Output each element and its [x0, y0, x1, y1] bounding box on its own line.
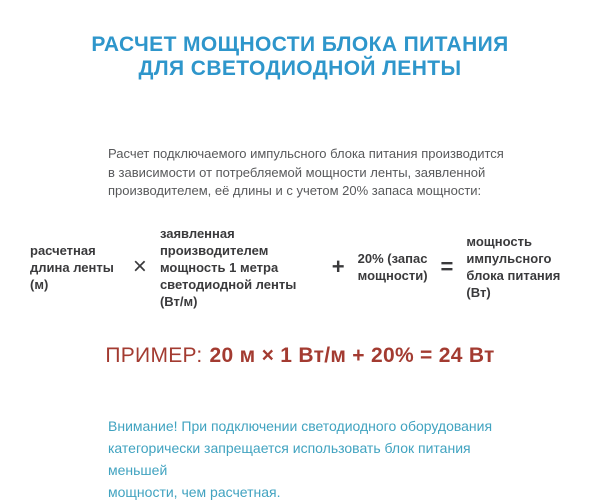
intro-line: Расчет подключаемого импульсного блока питания производится [108, 146, 504, 161]
example-equation: 20 м × 1 Вт/м + 20% = 24 Вт [209, 343, 495, 367]
term-line: светодиодной ленты (Вт/м) [159, 276, 297, 309]
term-line: мощность 1 метра [159, 259, 279, 275]
formula-term-power-reserve [358, 250, 428, 284]
warning-line: Внимание! При подключении светодиодного оборудования [108, 417, 493, 434]
term-line: импульсного [466, 251, 552, 266]
term-line: блока питания (Вт) [466, 268, 561, 300]
term-line: длина ленты (м) [30, 259, 114, 292]
intro-line: производителем, её длины и с учетом 20% запаса мощности: [108, 183, 482, 198]
term-line: расчетная [30, 242, 96, 258]
formula-term-strip-length [30, 242, 120, 293]
example-label: ПРИМЕР: [105, 343, 203, 367]
term-line: 20% (запас [357, 251, 428, 266]
warning-paragraph [108, 415, 528, 503]
warning-line: категорически запрещается использовать блок питания меньшей [108, 439, 471, 478]
intro-line: в зависимости от потребляемой мощности ленты, заявленной [108, 164, 486, 180]
multiply-operator: × [132, 253, 147, 280]
plus-operator: + [331, 254, 345, 279]
warning-line: мощности, чем расчетная. [108, 483, 281, 500]
page-title-line-2: ДЛЯ СВЕТОДИОДНОЙ ЛЕНТЫ [138, 57, 462, 80]
page-title [0, 0, 600, 81]
term-line: мощности) [357, 268, 428, 283]
example-line [0, 344, 600, 368]
formula-row [0, 225, 600, 310]
term-line: мощность [466, 234, 532, 249]
formula-term-power-per-meter [160, 225, 319, 310]
equals-operator: = [440, 254, 454, 279]
term-line: заявленная производителем [159, 225, 269, 258]
intro-paragraph [108, 145, 508, 201]
formula-term-psu-power [466, 233, 570, 301]
page-title-line-1: РАСЧЕТ МОЩНОСТИ БЛОКА ПИТАНИЯ [91, 33, 509, 56]
